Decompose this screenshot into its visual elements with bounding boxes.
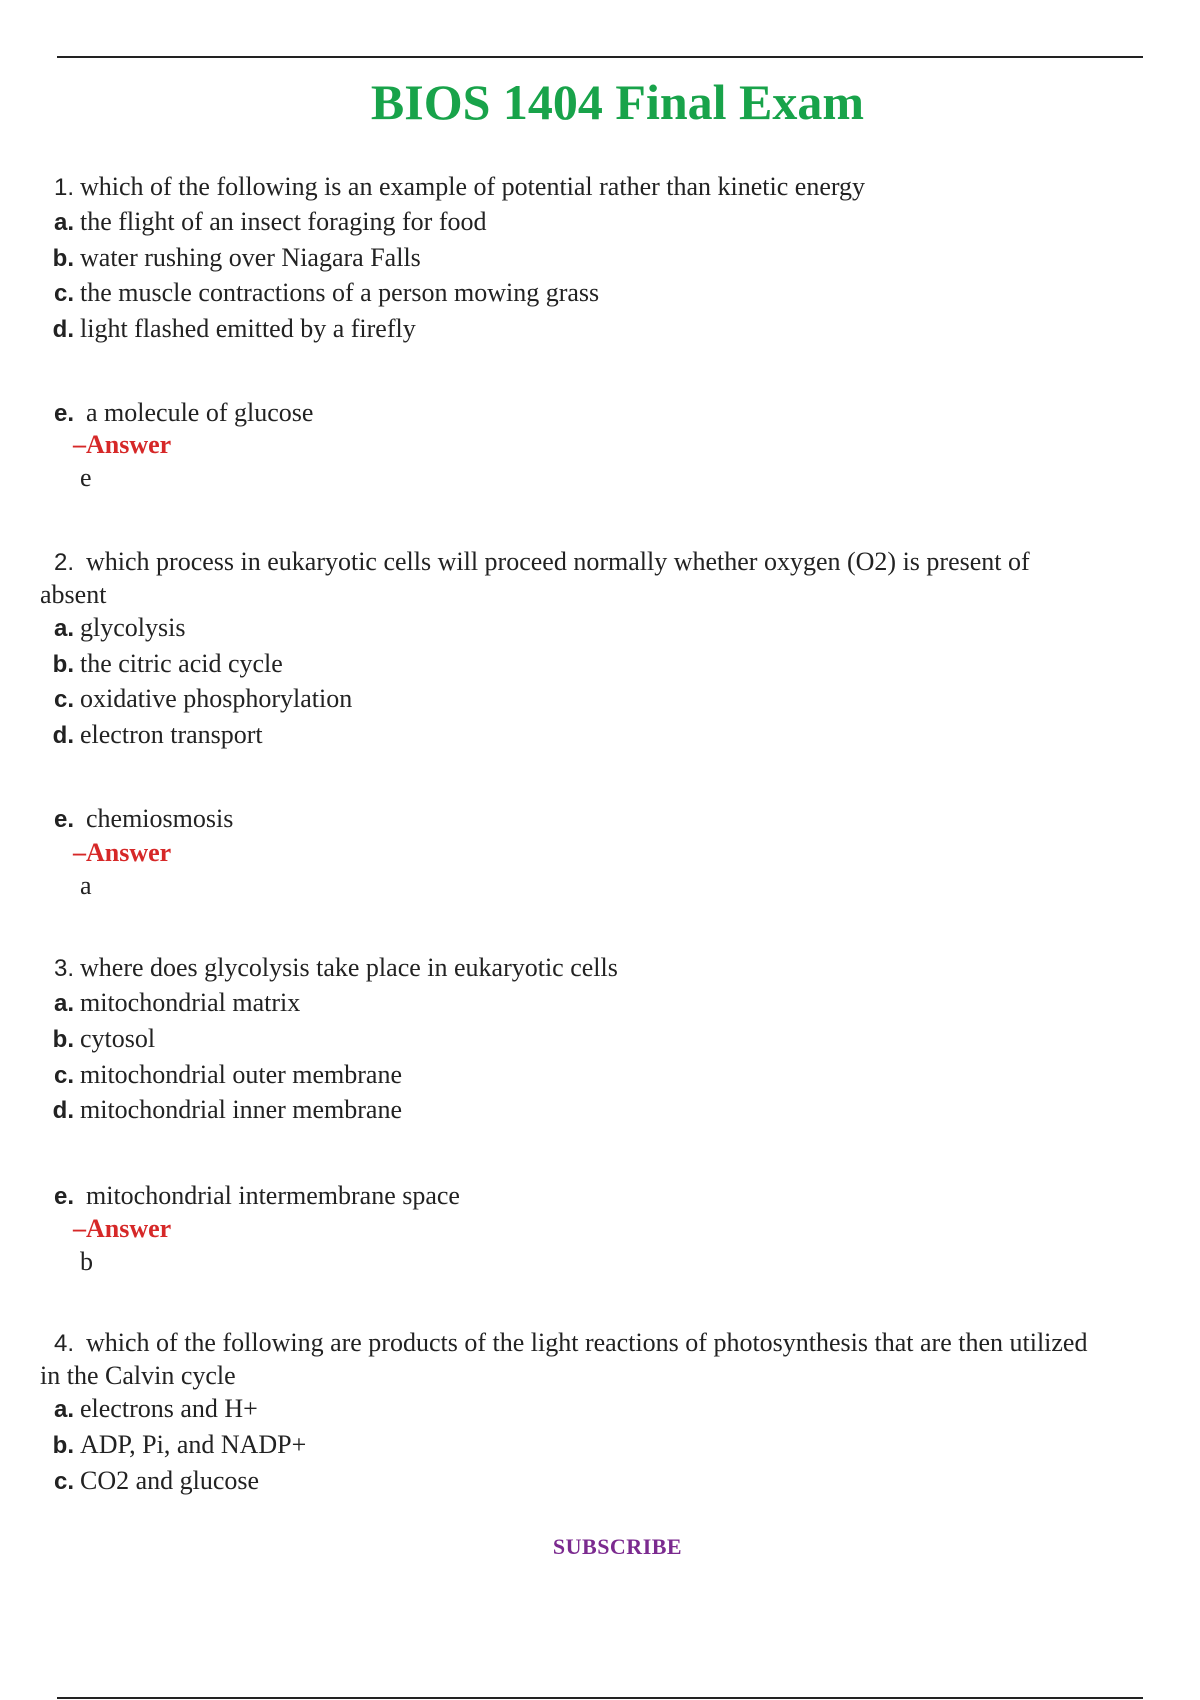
option-text: the muscle contractions of a person mowing grass bbox=[80, 278, 600, 307]
question-text: which process in eukaryotic cells will proceed normally whether oxygen (O2) is present of absent bbox=[40, 547, 1030, 609]
option-3b bbox=[38, 1023, 155, 1056]
option-letter: b. bbox=[52, 1026, 74, 1053]
answer-label: –Answer bbox=[73, 1214, 172, 1243]
question-4 bbox=[40, 1327, 1090, 1392]
question-3 bbox=[38, 952, 618, 985]
option-3d bbox=[38, 1094, 402, 1127]
option-1c bbox=[38, 277, 599, 310]
option-text: electron transport bbox=[80, 720, 263, 749]
option-2c bbox=[38, 683, 352, 716]
option-letter: c. bbox=[53, 686, 74, 713]
question-number: 1. bbox=[53, 174, 74, 201]
option-2a bbox=[38, 612, 185, 645]
option-text: a molecule of glucose bbox=[86, 398, 314, 427]
answer-label: –Answer bbox=[73, 430, 172, 459]
option-2d bbox=[38, 719, 263, 752]
option-1a bbox=[38, 206, 487, 239]
question-text: where does glycolysis take place in eukaryotic cells bbox=[80, 953, 618, 982]
option-letter: b. bbox=[52, 651, 74, 678]
option-text: mitochondrial matrix bbox=[80, 988, 301, 1017]
option-letter: a. bbox=[53, 1396, 74, 1423]
option-letter: c. bbox=[53, 1468, 74, 1495]
option-letter: b. bbox=[52, 245, 74, 272]
page-title: BIOS 1404 Final Exam bbox=[370, 74, 865, 130]
option-letter: e. bbox=[53, 1183, 74, 1210]
option-4b bbox=[38, 1429, 306, 1462]
answer-value-3: b bbox=[80, 1247, 93, 1276]
option-letter: a. bbox=[53, 209, 74, 236]
option-letter: d. bbox=[52, 1097, 74, 1124]
option-text: light flashed emitted by a firefly bbox=[80, 314, 416, 343]
option-1b bbox=[38, 242, 421, 275]
option-letter: e. bbox=[53, 806, 74, 833]
option-text: water rushing over Niagara Falls bbox=[80, 243, 421, 272]
option-letter: c. bbox=[53, 1062, 74, 1089]
option-letter: d. bbox=[52, 316, 74, 343]
question-2 bbox=[40, 546, 1090, 611]
option-text: mitochondrial intermembrane space bbox=[86, 1181, 460, 1210]
bottom-rule bbox=[57, 1697, 1143, 1699]
option-text: the flight of an insect foraging for food bbox=[80, 207, 487, 236]
option-text: oxidative phosphorylation bbox=[80, 684, 353, 713]
option-3a bbox=[38, 987, 300, 1020]
option-2b bbox=[38, 648, 283, 681]
option-text: chemiosmosis bbox=[86, 804, 234, 833]
option-text: the citric acid cycle bbox=[80, 649, 283, 678]
question-text: which of the following are products of the light reactions of photosynthesis that are then utilized in the Calvin cycle bbox=[40, 1328, 1088, 1390]
option-text: cytosol bbox=[80, 1024, 156, 1053]
top-rule bbox=[57, 56, 1143, 58]
question-number: 4. bbox=[53, 1330, 74, 1357]
option-letter: d. bbox=[52, 722, 74, 749]
option-letter: c. bbox=[53, 280, 74, 307]
option-4c bbox=[38, 1465, 259, 1498]
question-number: 3. bbox=[53, 955, 74, 982]
option-3e bbox=[40, 1180, 460, 1213]
answer-label: –Answer bbox=[73, 838, 172, 867]
option-text: mitochondrial inner membrane bbox=[80, 1095, 403, 1124]
option-1d bbox=[38, 313, 416, 346]
question-1 bbox=[38, 171, 865, 204]
option-text: ADP, Pi, and NADP+ bbox=[80, 1430, 307, 1459]
option-letter: b. bbox=[52, 1432, 74, 1459]
answer-value-2: a bbox=[80, 871, 92, 900]
option-3c bbox=[38, 1059, 402, 1092]
subscribe-link[interactable]: SUBSCRIBE bbox=[552, 1534, 683, 1559]
option-letter: e. bbox=[53, 400, 74, 427]
question-number: 2. bbox=[53, 549, 74, 576]
option-text: CO2 and glucose bbox=[80, 1466, 260, 1495]
option-4a bbox=[38, 1393, 258, 1426]
option-1e bbox=[40, 397, 313, 430]
option-text: glycolysis bbox=[80, 613, 186, 642]
answer-value-1: e bbox=[80, 463, 92, 492]
option-2e bbox=[40, 803, 233, 836]
question-text: which of the following is an example of potential rather than kinetic energy bbox=[80, 172, 866, 201]
option-text: mitochondrial outer membrane bbox=[80, 1060, 403, 1089]
option-letter: a. bbox=[53, 615, 74, 642]
option-letter: a. bbox=[53, 990, 74, 1017]
option-text: electrons and H+ bbox=[80, 1394, 258, 1423]
